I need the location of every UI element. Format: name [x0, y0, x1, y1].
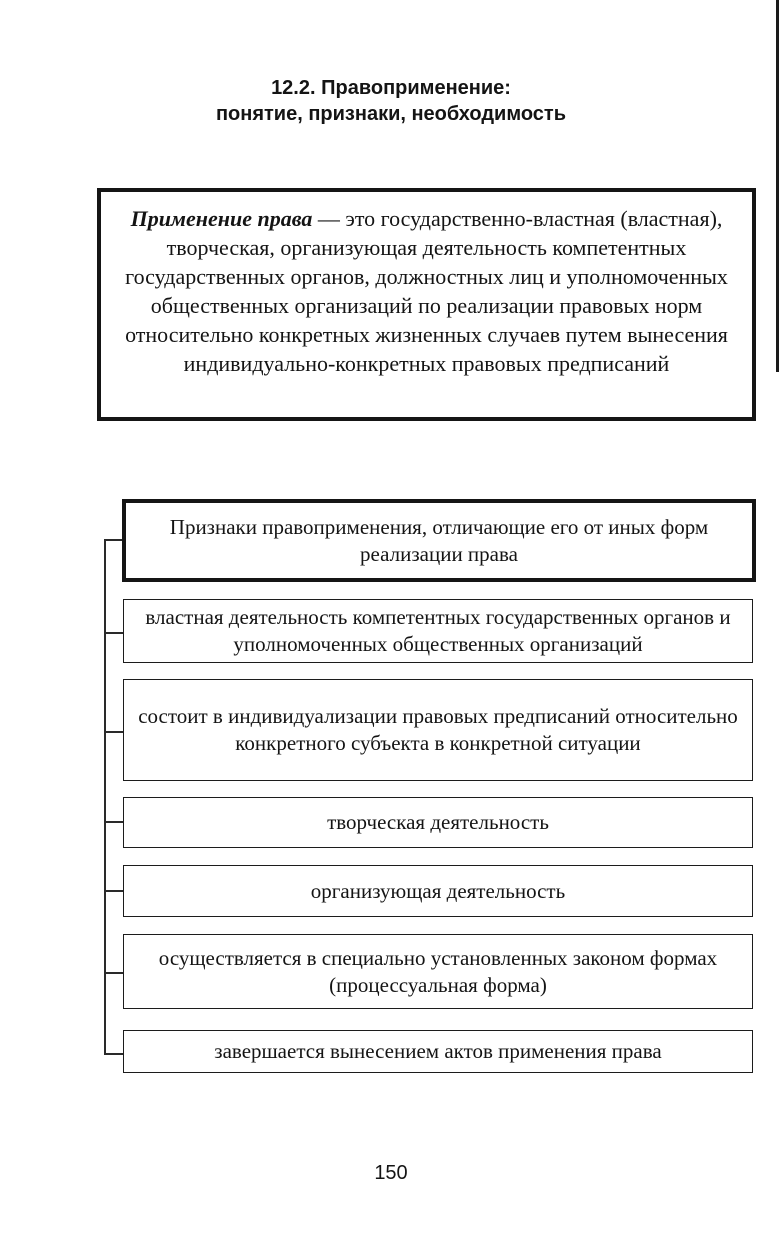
feature-item: состоит в индивидуализации правовых предписаний относительно конкретного субъекта в конкретной ситуации — [123, 679, 753, 781]
connector-tick — [104, 972, 123, 974]
section-title-line-2: понятие, признаки, необходимость — [215, 103, 567, 125]
scheme-main-box: Признаки правоприменения, отличающие его от иных форм реализации права — [122, 499, 756, 582]
connector-tick — [104, 821, 123, 823]
scheme-connector-line — [104, 539, 106, 1054]
connector-tick — [104, 539, 123, 541]
feature-item: организующая деятельность — [123, 865, 753, 917]
definition-text: — это государственно-властная (властная), творческая, организующая деятельность компетентных государственных органов, должностных лиц и уполномоченных общественных организаций по реализации правовых норм относительно конкретных жизненных случаев путем вынесения индивидуально-конкретных правовых предписаний — [125, 206, 728, 376]
connector-tick — [104, 731, 123, 733]
connector-tick — [104, 1053, 123, 1055]
feature-item: завершается вынесением актов применения права — [123, 1030, 753, 1073]
feature-item: властная деятельность компетентных государственных органов и уполномоченных общественных организаций — [123, 599, 753, 663]
definition-box — [97, 188, 756, 421]
page-number: 150 — [374, 1162, 408, 1184]
definition-term: Применение права — [130, 206, 313, 231]
feature-item: творческая деятельность — [123, 797, 753, 848]
connector-tick — [104, 632, 123, 634]
feature-item: осуществляется в специально установленных законом формах (процессуальная форма) — [123, 934, 753, 1009]
section-title-line-1: 12.2. Правоприменение: — [271, 77, 511, 99]
book-spine-edge — [776, 0, 779, 372]
connector-tick — [104, 890, 123, 892]
